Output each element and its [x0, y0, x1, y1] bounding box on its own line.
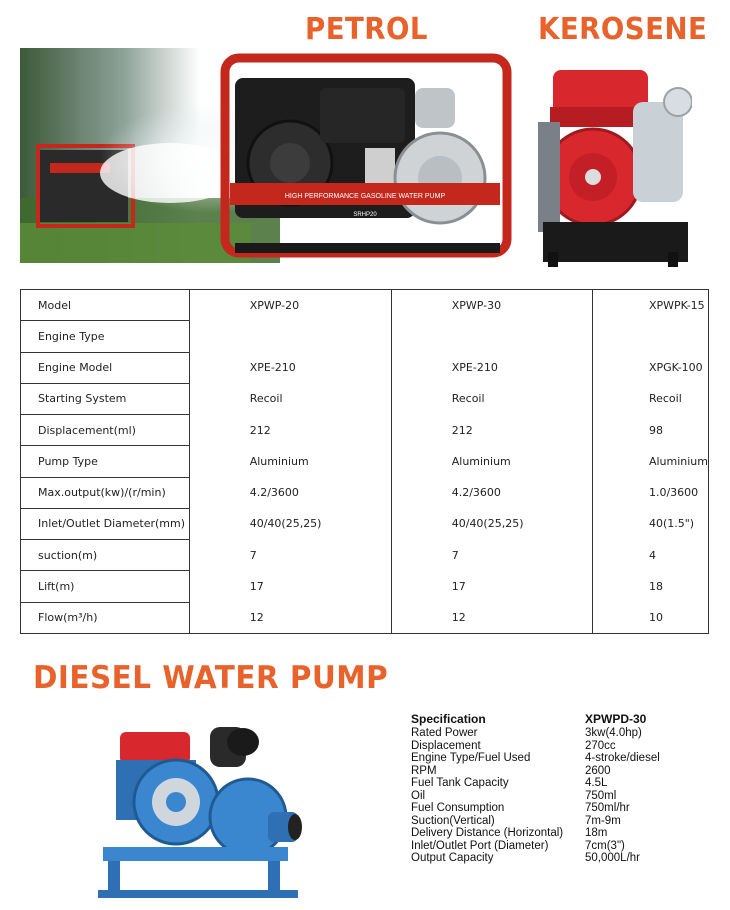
spec-value: 270cc	[585, 739, 616, 752]
cell-value: 4	[592, 540, 708, 571]
cell-value: 18	[592, 571, 708, 602]
cell-value: 7	[391, 540, 592, 571]
spec-value: 7m-9m	[585, 814, 621, 827]
cell-value: 212	[391, 415, 592, 446]
cell-value: 12	[189, 602, 391, 633]
cell-value: 10	[592, 602, 708, 633]
diesel-pump-photo	[98, 722, 302, 902]
cell-value: Aluminium	[391, 446, 592, 477]
cell-value: 98	[592, 415, 708, 446]
spec-row	[411, 790, 660, 803]
row-label: Displacement(ml)	[21, 415, 190, 446]
cell-value: 212	[189, 415, 391, 446]
spec-key: Displacement	[411, 739, 481, 752]
table-row	[21, 383, 709, 414]
cell-value: Recoil	[592, 383, 708, 414]
cell-value: 40/40(25,25)	[391, 508, 592, 539]
spec-value: 3kw(4.0hp)	[585, 727, 642, 739]
row-label: Flow(m³/h)	[21, 602, 190, 633]
kerosene-pump-photo	[538, 62, 692, 270]
petrol-pump-photo	[20, 48, 520, 263]
cell-value: Recoil	[189, 383, 391, 414]
table-row	[21, 477, 709, 508]
spec-header-label: Specification	[411, 712, 486, 726]
row-label: suction(m)	[21, 540, 190, 571]
table-row	[21, 540, 709, 571]
petrol-heading: PETROL	[305, 12, 428, 47]
spec-row	[411, 827, 660, 840]
cell-value: 12	[391, 602, 592, 633]
spec-key: Fuel Consumption	[411, 802, 505, 814]
spec-row	[411, 727, 660, 740]
spec-value: 7cm(3")	[585, 839, 625, 852]
spec-key: Oil	[411, 789, 426, 802]
diesel-heading: DIESEL WATER PUMP	[33, 660, 389, 696]
table-row	[21, 352, 709, 383]
spec-row	[411, 840, 660, 853]
spec-table	[20, 289, 709, 634]
cell-value: Aluminium	[189, 446, 391, 477]
spec-row	[411, 740, 660, 753]
spec-row	[411, 852, 660, 865]
spec-row	[411, 765, 660, 778]
cell-value: XPE-210	[189, 352, 391, 383]
spec-value: 2600	[585, 764, 611, 777]
cell-value	[391, 321, 592, 352]
spec-value: 4-stroke/diesel	[585, 752, 660, 764]
spec-key: Fuel Tank Capacity	[411, 777, 509, 789]
cell-value: XPWP-20	[189, 290, 391, 321]
row-label: Pump Type	[21, 446, 190, 477]
table-row	[21, 508, 709, 539]
spec-key: Suction(Vertical)	[411, 814, 495, 827]
table-row	[21, 602, 709, 633]
cell-value: Aluminium	[592, 446, 708, 477]
spec-value: 50,000L/hr	[585, 852, 640, 864]
cell-value	[189, 321, 391, 352]
spec-row	[411, 802, 660, 815]
spec-key: Engine Type/Fuel Used	[411, 752, 531, 764]
spec-key: Output Capacity	[411, 852, 494, 864]
table-row	[21, 415, 709, 446]
table-row	[21, 571, 709, 602]
cell-value: 17	[391, 571, 592, 602]
spec-value: 4.5L	[585, 777, 608, 789]
spec-value: 18m	[585, 827, 608, 839]
spec-key: Rated Power	[411, 727, 478, 739]
row-label: Inlet/Outlet Diameter(mm)	[21, 508, 190, 539]
cell-value: XPGK-100	[592, 352, 708, 383]
cell-value: 17	[189, 571, 391, 602]
cell-value: 7	[189, 540, 391, 571]
row-label: Max.output(kw)/(r/min)	[21, 477, 190, 508]
spec-key: Inlet/Outlet Port (Diameter)	[411, 839, 549, 852]
spec-header-model: XPWPD-30	[585, 712, 647, 726]
petrol-frame-label: HIGH PERFORMANCE GASOLINE WATER PUMP	[284, 193, 446, 200]
cell-value: XPE-210	[391, 352, 592, 383]
cell-value	[592, 321, 708, 352]
cell-value: XPWPK-15	[592, 290, 708, 321]
table-row	[21, 446, 709, 477]
diesel-spec-header	[411, 712, 660, 726]
cell-value: XPWP-30	[391, 290, 592, 321]
cell-value: 1.0/3600	[592, 477, 708, 508]
spec-key: RPM	[411, 764, 437, 777]
cell-value: 4.2/3600	[189, 477, 391, 508]
table-row	[21, 290, 709, 321]
row-label: Engine Model	[21, 352, 190, 383]
cell-value: Recoil	[391, 383, 592, 414]
table-row	[21, 321, 709, 352]
row-label: Engine Type	[21, 321, 190, 352]
cell-value: 40/40(25,25)	[189, 508, 391, 539]
spec-row	[411, 815, 660, 828]
row-label: Starting System	[21, 383, 190, 414]
spec-row	[411, 777, 660, 790]
spec-value: 750ml/hr	[585, 802, 630, 814]
cell-value: 40(1.5")	[592, 508, 708, 539]
spec-value: 750ml	[585, 789, 617, 802]
diesel-spec-list	[411, 712, 660, 865]
spec-row	[411, 752, 660, 765]
spec-key: Delivery Distance (Horizontal)	[411, 827, 564, 839]
kerosene-heading: KEROSENE	[538, 12, 708, 47]
petrol-model-plate: SRHP20	[353, 212, 377, 218]
cell-value: 4.2/3600	[391, 477, 592, 508]
row-label: Lift(m)	[21, 571, 190, 602]
row-label: Model	[21, 290, 190, 321]
